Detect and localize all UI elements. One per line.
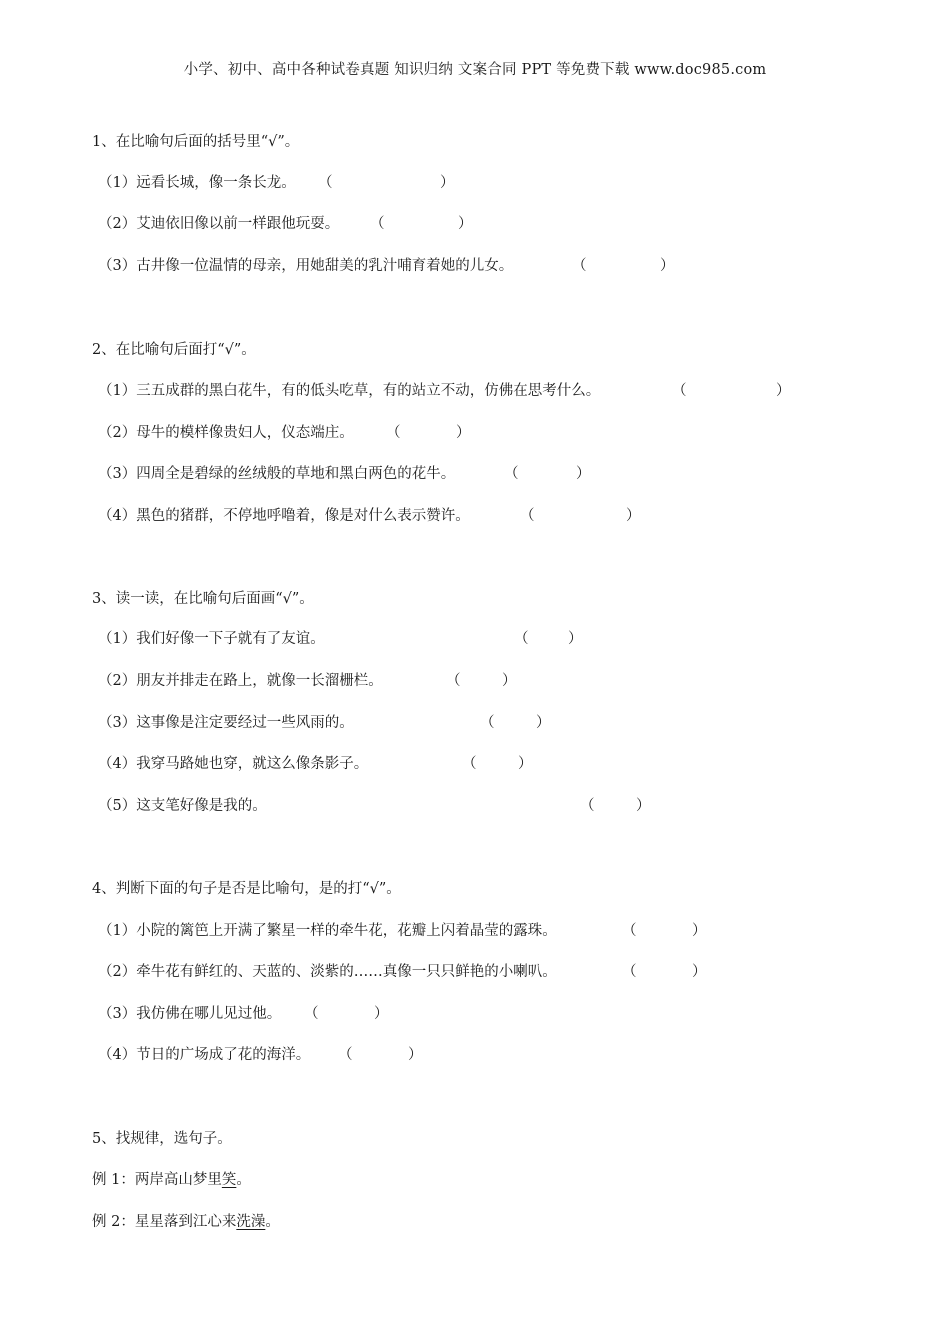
question-2-item-4: （4）黑色的猪群，不停地呼噜着，像是对什么表示赞许。 bbox=[98, 508, 470, 524]
question-4-item-1: （1）小院的篱笆上开满了繁星一样的牵牛花，花瓣上闪着晶莹的露珠。 bbox=[98, 923, 557, 939]
example-2-end: 。 bbox=[265, 1214, 280, 1230]
answer-paren-open: （ bbox=[572, 258, 587, 274]
answer-paren-close: ） bbox=[576, 466, 591, 482]
answer-paren-open: （ bbox=[480, 715, 495, 731]
question-4-title: 4、判断下面的句子是否是比喻句，是的打“√”。 bbox=[92, 881, 401, 897]
answer-paren-close: ） bbox=[636, 798, 651, 814]
question-2-title: 2、在比喻句后面打“√”。 bbox=[92, 342, 256, 358]
answer-paren-open: （ bbox=[304, 1006, 319, 1022]
question-4-item-4: （4）节日的广场成了花的海洋。 bbox=[98, 1047, 311, 1063]
answer-paren-close: ） bbox=[456, 425, 471, 441]
question-1-title: 1、在比喻句后面的括号里“√”。 bbox=[92, 134, 300, 150]
answer-paren-close: ） bbox=[626, 508, 641, 524]
question-3-item-1: （1）我们好像一下子就有了友谊。 bbox=[98, 631, 325, 647]
question-3-title: 3、读一读，在比喻句后面画“√”。 bbox=[92, 591, 314, 607]
answer-paren-close: ） bbox=[536, 715, 551, 731]
answer-paren-close: ） bbox=[568, 631, 583, 647]
answer-paren-open: （ bbox=[622, 923, 637, 939]
answer-paren-open: （ bbox=[622, 964, 637, 980]
example-2 bbox=[92, 1212, 280, 1232]
question-1-item-2: （2）艾迪依旧像以前一样跟他玩耍。 bbox=[98, 216, 340, 232]
page-header: 小学、初中、高中各种试卷真题 知识归纳 文案合同 PPT 等免费下载 www.doc985.com bbox=[183, 62, 767, 78]
answer-paren-open: （ bbox=[462, 756, 477, 772]
question-1-item-3: （3）古井像一位温情的母亲，用她甜美的乳汁哺育着她的儿女。 bbox=[98, 258, 514, 274]
answer-paren-open: （ bbox=[672, 383, 687, 399]
answer-paren-close: ） bbox=[660, 258, 675, 274]
question-2-item-1: （1）三五成群的黑白花牛，有的低头吃草，有的站立不动，仿佛在思考什么。 bbox=[98, 383, 601, 399]
question-2-item-2: （2）母牛的模样像贵妇人，仪态端庄。 bbox=[98, 425, 354, 441]
question-4-item-2: （2）牵牛花有鲜红的、天蓝的、淡紫的……真像一只只鲜艳的小喇叭。 bbox=[98, 964, 557, 980]
answer-paren-open: （ bbox=[338, 1047, 353, 1063]
question-3-item-5: （5）这支笔好像是我的。 bbox=[98, 798, 267, 814]
question-5-title: 5、找规律，选句子。 bbox=[92, 1131, 232, 1147]
example-2-underlined-word: 洗澡 bbox=[236, 1214, 266, 1230]
answer-paren-close: ） bbox=[374, 1006, 389, 1022]
answer-paren-close: ） bbox=[518, 756, 533, 772]
answer-paren-open: （ bbox=[580, 798, 595, 814]
example-1-text: 例 1：两岸高山梦里 bbox=[92, 1172, 222, 1188]
answer-paren-close: ） bbox=[458, 216, 473, 232]
question-1-item-1: （1）远看长城，像一条长龙。 bbox=[98, 175, 296, 191]
answer-paren-open: （ bbox=[370, 216, 385, 232]
answer-paren-open: （ bbox=[504, 466, 519, 482]
answer-paren-open: （ bbox=[318, 175, 333, 191]
example-1 bbox=[92, 1170, 251, 1190]
question-3-item-2: （2）朋友并排走在路上，就像一长溜栅栏。 bbox=[98, 673, 383, 689]
answer-paren-open: （ bbox=[514, 631, 529, 647]
answer-paren-close: ） bbox=[408, 1047, 423, 1063]
answer-paren-close: ） bbox=[692, 923, 707, 939]
answer-paren-close: ） bbox=[692, 964, 707, 980]
example-1-underlined-word: 笑 bbox=[221, 1172, 237, 1188]
question-3-item-3: （3）这事像是注定要经过一些风雨的。 bbox=[98, 715, 354, 731]
example-1-end: 。 bbox=[236, 1172, 251, 1188]
answer-paren-close: ） bbox=[776, 383, 791, 399]
answer-paren-open: （ bbox=[446, 673, 461, 689]
answer-paren-close: ） bbox=[502, 673, 517, 689]
question-3-item-4: （4）我穿马路她也穿，就这么像条影子。 bbox=[98, 756, 369, 772]
answer-paren-close: ） bbox=[440, 175, 455, 191]
question-4-item-3: （3）我仿佛在哪儿见过他。 bbox=[98, 1006, 282, 1022]
answer-paren-open: （ bbox=[386, 425, 401, 441]
answer-paren-open: （ bbox=[520, 508, 535, 524]
example-2-text: 例 2：星星落到江心来 bbox=[92, 1214, 237, 1230]
question-2-item-3: （3）四周全是碧绿的丝绒般的草地和黑白两色的花牛。 bbox=[98, 466, 456, 482]
